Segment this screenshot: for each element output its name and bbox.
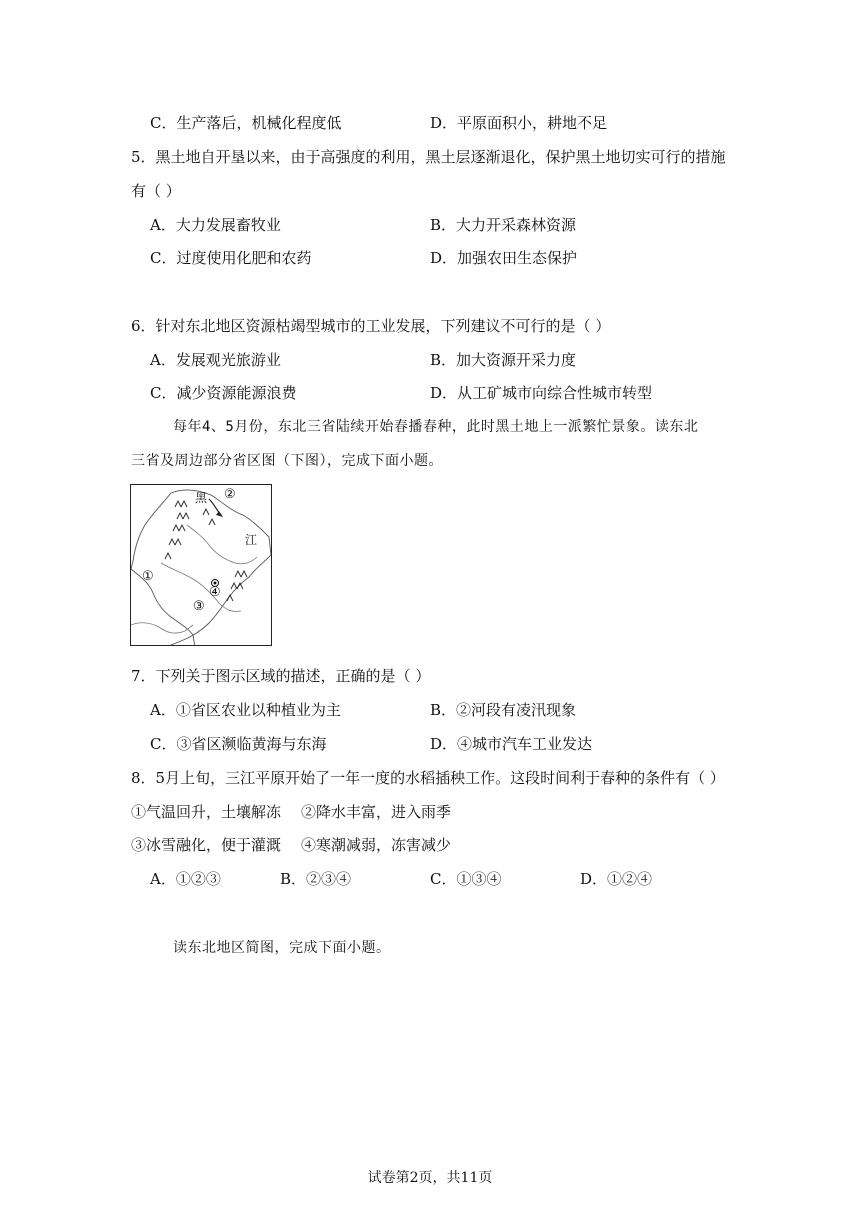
q8-condition-1: ①气温回升，土壤解冻 xyxy=(131,803,282,821)
q7-option-d: D．④城市汽车工业发达 xyxy=(430,735,593,753)
page-footer: 试卷第2页，共11页 xyxy=(367,1170,493,1186)
q6-option-b: B．加大资源开采力度 xyxy=(430,351,577,369)
map-label-1: ① xyxy=(142,569,154,584)
q5-option-c: C．过度使用化肥和农药 xyxy=(150,249,312,267)
passage1-line1: 每年4、5月份，东北三省陆续开始春播春种，此时黑土地上一派繁忙景象。读东北 xyxy=(173,419,699,435)
q5-stem-line2: 有（ ） xyxy=(131,182,181,200)
map-coast xyxy=(131,623,193,633)
q8-option-b: B．②③④ xyxy=(280,870,352,888)
q8-stem: 8．5月上旬，三江平原开始了一年一度的水稻插秧工作。这段时间利于春种的条件有（ ） xyxy=(131,769,725,787)
northeast-map xyxy=(130,484,272,646)
map-outline-south xyxy=(131,569,195,646)
q8-condition-3: ③冰雪融化，便于灌溉 xyxy=(131,836,282,854)
passage1-line2: 三省及周边部分省区图（下图），完成下面小题。 xyxy=(131,453,443,469)
map-mountain-symbols xyxy=(165,501,247,601)
map-drawing xyxy=(131,485,272,646)
q5-option-d: D．加强农田生态保护 xyxy=(430,249,578,267)
q6-option-d: D．从工矿城市向综合性城市转型 xyxy=(430,384,653,402)
q4-option-d: D．平原面积小，耕地不足 xyxy=(430,114,608,132)
map-label-3: ③ xyxy=(193,599,205,614)
q5-option-b: B．大力开采森林资源 xyxy=(430,216,577,234)
map-label-jiang: 江 xyxy=(245,533,258,547)
q8-option-c: C．①③④ xyxy=(430,870,502,888)
q8-condition-4: ④寒潮减弱，冻害减少 xyxy=(301,836,452,854)
q8-option-d: D．①②④ xyxy=(580,870,653,888)
map-river-arrow xyxy=(216,511,223,517)
map-label-hei: 黑 xyxy=(195,491,208,505)
q6-option-a: A．发展观光旅游业 xyxy=(150,351,281,369)
map-label-4: ④ xyxy=(209,585,221,600)
q7-option-b: B．②河段有凌汛现象 xyxy=(430,701,577,719)
q7-option-a: A．①省区农业以种植业为主 xyxy=(150,701,341,719)
q8-option-a: A．①②③ xyxy=(150,870,221,888)
q8-condition-2: ②降水丰富，进入雨季 xyxy=(301,803,452,821)
q6-stem: 6．针对东北地区资源枯竭型城市的工业发展，下列建议不可行的是（ ） xyxy=(131,317,611,335)
passage2: 读东北地区简图，完成下面小题。 xyxy=(173,940,391,956)
map-label-2: ② xyxy=(224,487,236,502)
q7-stem: 7．下列关于图示区域的描述，正确的是（ ） xyxy=(131,667,431,685)
map-outline-north xyxy=(131,493,171,569)
q5-option-a: A．大力发展畜牧业 xyxy=(150,216,281,234)
q7-option-c: C．③省区濒临黄海与东海 xyxy=(150,735,327,753)
q6-option-c: C．减少资源能源浪费 xyxy=(150,384,297,402)
q5-stem-line1: 5．黑土地自开垦以来，由于高强度的利用，黑土层逐渐退化，保护黑土地切实可行的措施 xyxy=(131,148,726,166)
q4-option-c: C．生产落后，机械化程度低 xyxy=(150,114,342,132)
